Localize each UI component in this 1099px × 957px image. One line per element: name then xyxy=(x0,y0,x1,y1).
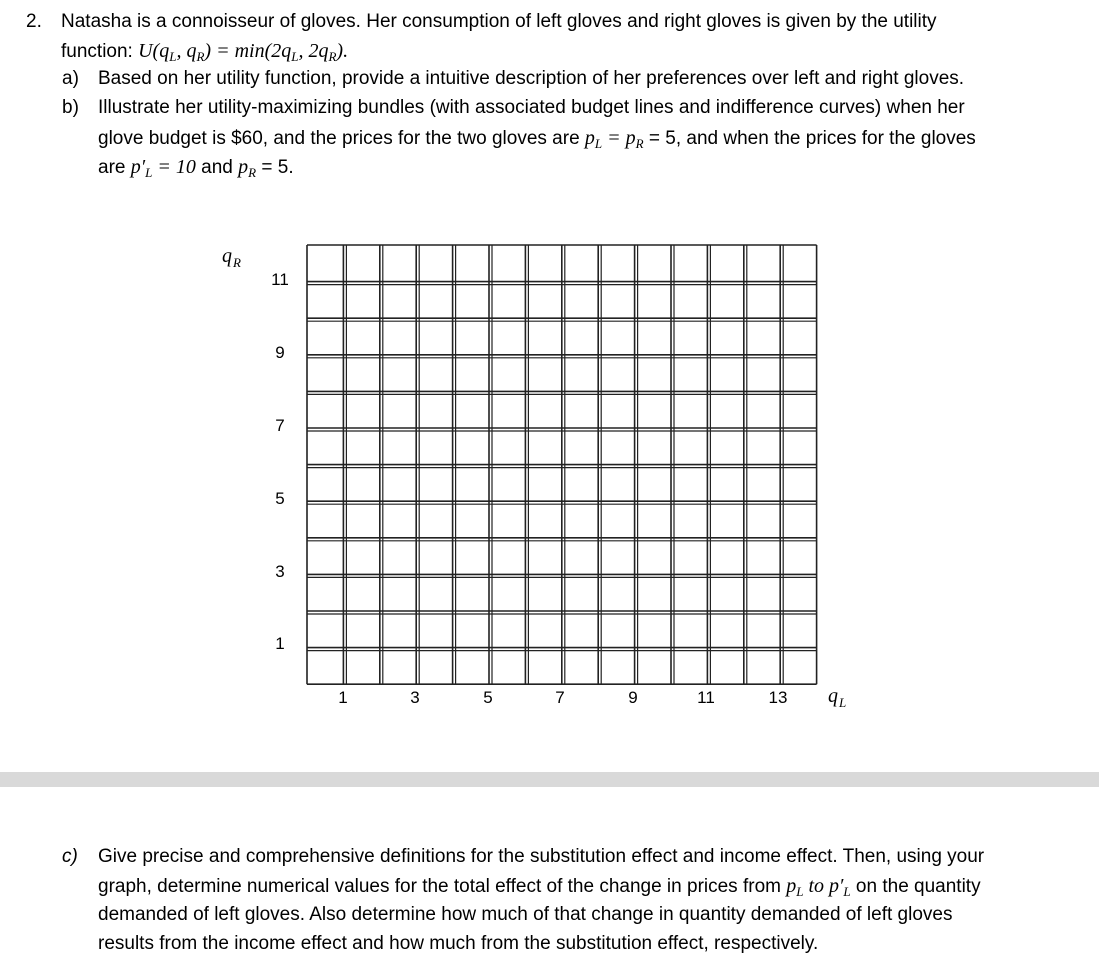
part-b-line1: Illustrate her utility-maximizing bundles (with associated budget lines and indifference curves) when her xyxy=(98,97,965,118)
part-c-label: c) xyxy=(62,846,78,867)
part-c-line4: results from the income effect and how much from the substitution effect, respectively. xyxy=(98,933,819,954)
part-b-line2: glove budget is $60, and the prices for the two gloves are $p_L = p_R = 5$, and when the prices for the gloves xyxy=(98,127,976,151)
x-tick-labels xyxy=(338,688,787,707)
x-tick-label: 13 xyxy=(768,688,788,707)
part-c-line2: graph, determine numerical values for the total effect of the change in prices from $p_L$ to $p'_L$ on the quantity xyxy=(98,875,981,899)
x-axis-label-sub: L xyxy=(839,695,847,710)
part-a-label: a) xyxy=(62,68,79,89)
x-tick-label: 1 xyxy=(338,688,348,707)
y-tick-label: 1 xyxy=(275,634,285,653)
x-tick-label: 11 xyxy=(697,688,715,707)
part-c-line1: Give precise and comprehensive definitions for the substitution effect and income effect. Then, using your xyxy=(98,846,985,867)
y-tick-labels xyxy=(271,270,289,653)
x-tick-label: 9 xyxy=(628,688,638,707)
function-label: function: xyxy=(61,41,139,62)
question-number: 2. xyxy=(26,11,42,32)
part-b-label: b) xyxy=(62,97,79,118)
y-axis-label: q xyxy=(222,245,232,267)
y-axis-label-sub: R xyxy=(233,255,241,270)
x-tick-label: 5 xyxy=(483,688,493,707)
price-change: $p_L$ to $p'_L$ xyxy=(786,875,851,899)
x-axis-label: q xyxy=(828,685,838,707)
part-c-line3: demanded of left gloves. Also determine how much of that change in quantity demanded of left gloves xyxy=(98,904,953,925)
price-equation: $p_L = p_R$ xyxy=(584,127,644,151)
y-tick-label: 5 xyxy=(275,489,285,508)
y-tick-label: 9 xyxy=(275,343,285,362)
part-b-line3: are $p'_L = 10$ and $p_R = 5$. xyxy=(98,156,294,180)
page-divider xyxy=(0,772,1099,787)
utility-formula: $U(q_L$, $q_R) = \min(2q_L$, $2q_R$). xyxy=(138,40,349,64)
x-tick-label: 3 xyxy=(410,688,420,707)
y-tick-label: 7 xyxy=(275,416,285,435)
part-a-text: Based on her utility function, provide a intuitive description of her preferences over left and right gloves. xyxy=(98,68,965,89)
y-tick-label: 11 xyxy=(271,270,289,289)
grid-lines xyxy=(307,245,817,684)
x-tick-label: 7 xyxy=(555,688,565,707)
question-intro-line1: Natasha is a connoisseur of gloves. Her consumption of left gloves and right gloves is given by the utility xyxy=(61,11,937,32)
y-tick-label: 3 xyxy=(275,562,285,581)
new-price-equation: $p'_L = 10$ xyxy=(130,156,196,180)
